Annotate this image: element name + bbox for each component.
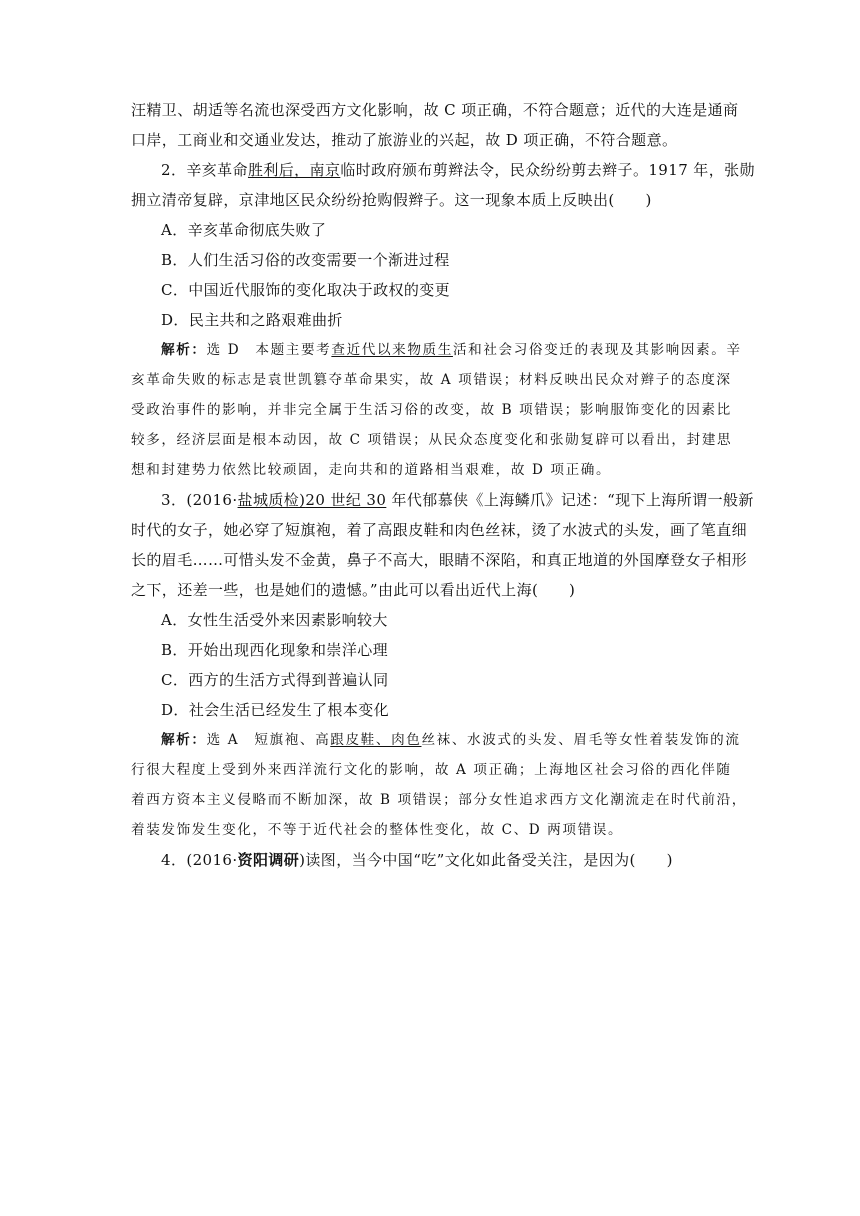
question-2-option-a: A．辛亥革命彻底失败了 xyxy=(161,221,327,239)
question-4-line-1: 4．(2016·资阳调研)读图，当今中国“吃”文化如此备受关注，是因为( ) xyxy=(161,851,673,869)
question-3-line-3: 长的眉毛……可惜头发不金黄，鼻子不高大，眼睛不深陷，和真正地道的外国摩登女子相形 xyxy=(131,551,748,569)
question-3-option-a: A．女性生活受外来因素影响较大 xyxy=(161,611,388,629)
question-3-line-1: 3．(2016·盐城质检)20 世纪 30 年代郁慕侠《上海鳞爪》记述：“现下上海所谓一般新 xyxy=(161,491,754,509)
question-3-number: 3．(2016· xyxy=(161,491,238,509)
intro-line-2: 口岸，工商业和交通业发达，推动了旅游业的兴起，故 D 项正确，不符合题意。 xyxy=(131,131,678,149)
question-3-option-d: D．社会生活已经发生了根本变化 xyxy=(161,701,390,719)
question-2-line-2: 拥立清帝复辟，京津地区民众纷纷抢购假辫子。这一现象本质上反映出( ) xyxy=(131,191,652,209)
question-2-line-1 xyxy=(131,158,755,182)
question-3-option-c: C．西方的生活方式得到普遍认同 xyxy=(161,671,389,689)
question-4-number: 4．(2016· xyxy=(161,851,238,869)
question-3-option-b: B．开始出现西化现象和崇洋心理 xyxy=(161,641,389,659)
question-2-option-b: B．人们生活习俗的改变需要一个渐进过程 xyxy=(161,251,450,269)
question-2-analysis-line-4: 较多，经济层面是根本动因，故 C 项错误；从民众态度变化和张勋复辟可以看出，封建思 xyxy=(131,432,733,448)
question-2-option-d: D．民主共和之路艰难曲折 xyxy=(161,311,343,329)
question-3-analysis-line-4: 着装发饰发生变化，不等于近代社会的整体性变化，故 C、D 两项错误。 xyxy=(131,822,624,838)
question-2-text: 临时政府颁布剪辫法令，民众纷纷剪去辫子。1917 年，张勋 xyxy=(340,161,755,179)
question-3-analysis-line-1: 解析：选 A 短旗袍、高跟皮鞋、肉色丝袜、水波式的头发、眉毛等女性着装发饰的流 xyxy=(161,732,741,748)
question-2-analysis-line-3: 受政治事件的影响，并非完全属于生活习俗的改变，故 B 项错误；影响服饰变化的因素比 xyxy=(131,402,732,418)
analysis-label: 解析： xyxy=(161,732,207,748)
question-3-analysis-line-2: 行很大程度上受到外来西洋流行文化的影响，故 A 项正确；上海地区社会习俗的西化伴随 xyxy=(131,762,732,778)
question-2-analysis-line-1: 解析：选 D 本题主要考查近代以来物质生活和社会习俗变迁的表现及其影响因素。辛 xyxy=(161,342,742,358)
question-3-analysis-line-3: 着西方资本主义侵略而不断加深，故 B 项错误；部分女性追求西方文化潮流走在时代前沿， xyxy=(131,792,747,808)
intro-line-1: 汪精卫、胡适等名流也深受西方文化影响，故 C 项正确，不符合题意；近代的大连是通商 xyxy=(131,101,739,119)
question-2-analysis-line-2: 亥革命失败的标志是袁世凯篡夺革命果实，故 A 项错误；材料反映出民众对辫子的态度深 xyxy=(131,372,732,388)
question-3-line-2: 时代的女子，她必穿了短旗袍，着了高跟皮鞋和肉色丝袜，烫了水波式的头发，画了笔直细 xyxy=(131,521,748,539)
analysis-label: 解析： xyxy=(161,342,207,358)
question-2-number: 2．辛亥革命 xyxy=(161,161,248,179)
document-page xyxy=(131,98,755,872)
question-2-underlined: 胜利后，南京 xyxy=(247,161,341,179)
question-2-analysis-line-5: 想和封建势力依然比较顽固，走向共和的道路相当艰难，故 D 项正确。 xyxy=(131,462,612,478)
question-3-line-4: 之下，还差一些，也是她们的遗憾。”由此可以看出近代上海( ) xyxy=(131,581,576,599)
question-2-option-c: C．中国近代服饰的变化取决于政权的变更 xyxy=(161,281,451,299)
